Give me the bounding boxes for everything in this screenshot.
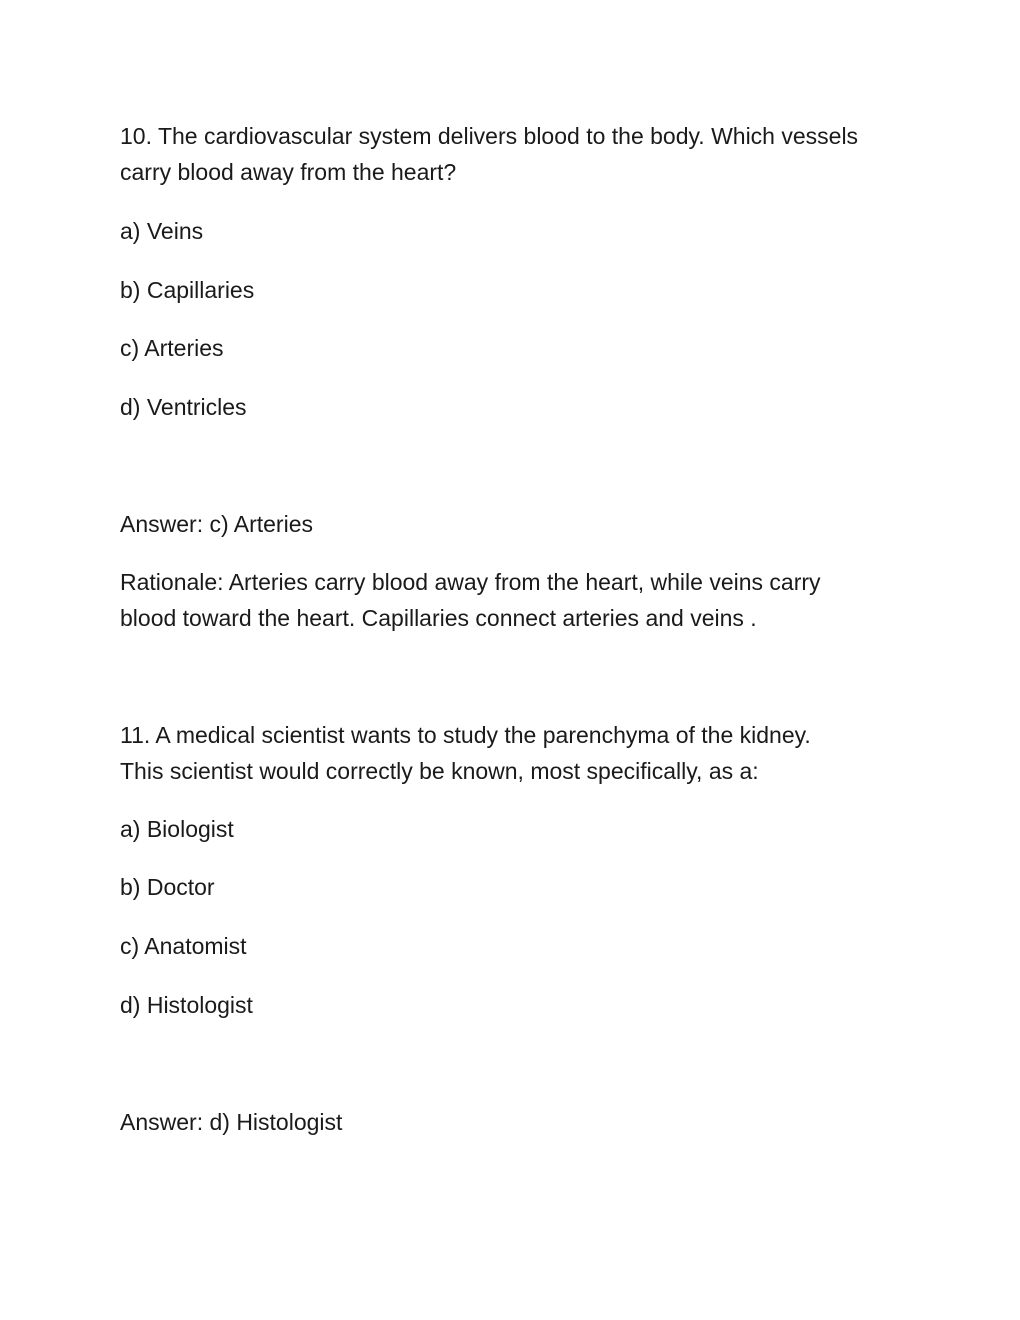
question-11-line-1: 11. A medical scientist wants to study the parenchyma of the kidney. bbox=[120, 722, 811, 748]
question-10-option-b: b) Capillaries bbox=[120, 277, 255, 303]
question-10-option-a: a) Veins bbox=[120, 218, 204, 244]
question-10-rationale-line-2: blood toward the heart. Capillaries connect arteries and veins . bbox=[120, 605, 757, 631]
question-10-rationale-line-1: Rationale: Arteries carry blood away from the heart, while veins carry bbox=[120, 569, 821, 595]
question-11-option-d: d) Histologist bbox=[120, 992, 253, 1018]
question-11-answer: Answer: d) Histologist bbox=[120, 1109, 343, 1135]
question-10-line-1: 10. The cardiovascular system delivers blood to the body. Which vessels bbox=[120, 123, 859, 149]
question-11-option-a: a) Biologist bbox=[120, 816, 234, 842]
question-11-option-c: c) Anatomist bbox=[120, 933, 247, 959]
question-10-option-c: c) Arteries bbox=[120, 335, 224, 361]
question-10-answer: Answer: c) Arteries bbox=[120, 511, 313, 537]
question-11-line-2: This scientist would correctly be known, most specifically, as a: bbox=[120, 758, 759, 784]
question-10-option-d: d) Ventricles bbox=[120, 394, 247, 420]
question-10-line-2: carry blood away from the heart? bbox=[120, 159, 457, 185]
question-11-option-b: b) Doctor bbox=[120, 874, 215, 900]
